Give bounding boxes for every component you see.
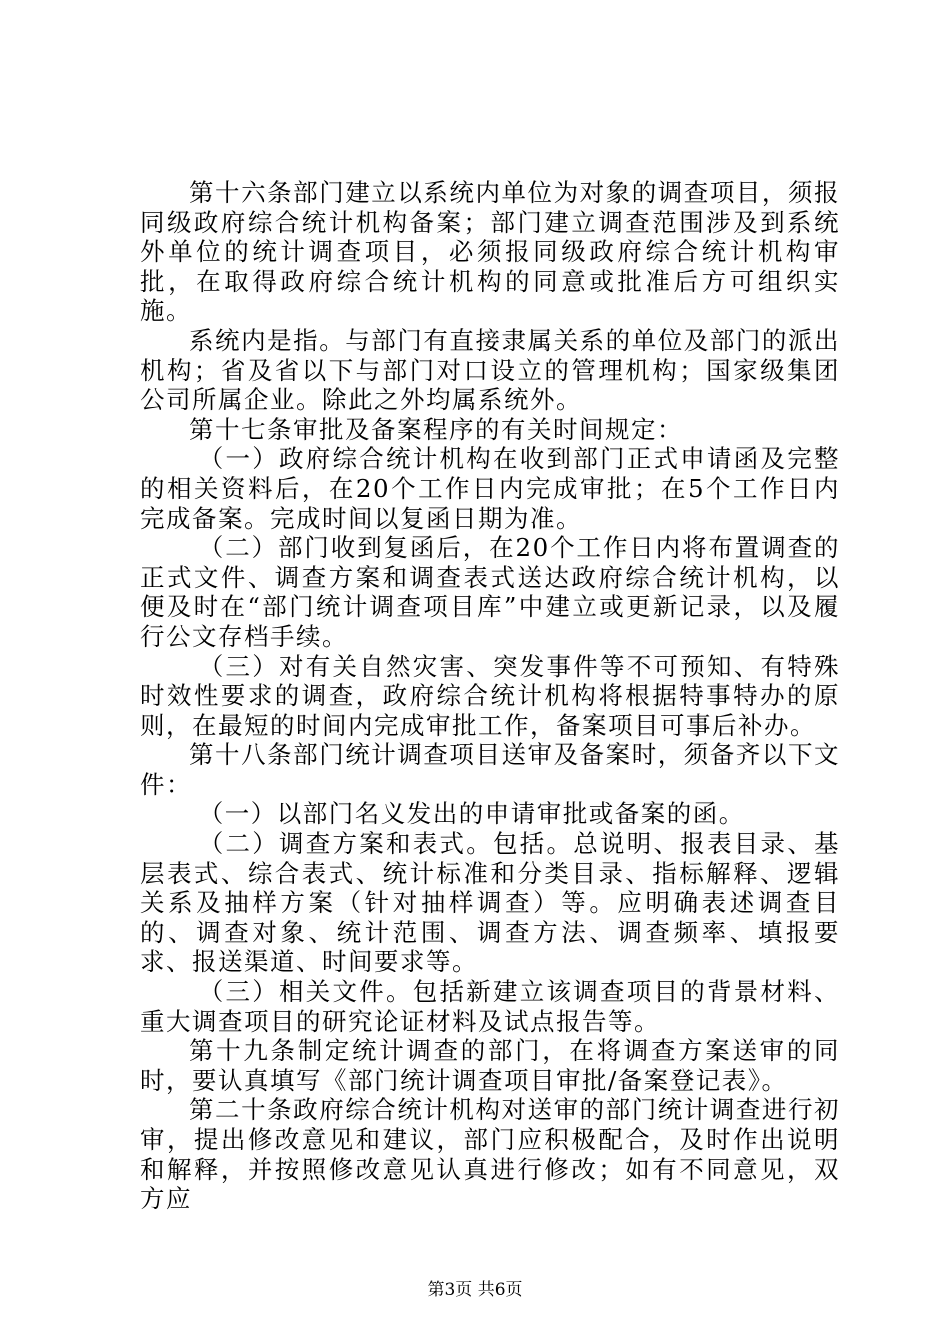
paragraph-article-17-item-1: （一）政府综合统计机构在收到部门正式申请函及完整的相关资料后，在20个工作日内完成审批；在5个工作日内完成备案。完成时间以复函日期为准。 bbox=[140, 444, 840, 533]
paragraph-article-17-item-3: （三）对有关自然灾害、突发事件等不可预知、有特殊时效性要求的调查，政府综合统计机构将根据特事特办的原则，在最短的时间内完成审批工作，备案项目可事后补办。 bbox=[140, 651, 840, 740]
document-body bbox=[140, 178, 840, 1214]
paragraph-article-20: 第二十条政府综合统计机构对送审的部门统计调查进行初审，提出修改意见和建议，部门应积极配合，及时作出说明和解释，并按照修改意见认真进行修改；如有不同意见，双方应 bbox=[140, 1095, 840, 1214]
paragraph-article-18-item-2: （二）调查方案和表式。包括。总说明、报表目录、基层表式、综合表式、统计标准和分类目录、指标解释、逻辑关系及抽样方案（针对抽样调查）等。应明确表述调查目的、调查对象、统计范围、调查方法、调查频率、填报要求、报送渠道、时间要求等。 bbox=[140, 829, 840, 977]
paragraph-article-19: 第十九条制定统计调查的部门，在将调查方案送审的同时，要认真填写《部门统计调查项目审批/备案登记表》。 bbox=[140, 1036, 840, 1095]
paragraph-article-17: 第十七条审批及备案程序的有关时间规定： bbox=[189, 414, 683, 444]
paragraph-system-definition: 系统内是指。与部门有直接隶属关系的单位及部门的派出机构；省及省以下与部门对口设立的管理机构；国家级集团公司所属企业。除此之外均属系统外。 bbox=[140, 325, 840, 415]
page-footer: 第3页 共6页 bbox=[427, 1280, 523, 1300]
paragraph-article-18-item-1: （一）以部门名义发出的申请审批或备案的函。 bbox=[198, 799, 745, 829]
paragraph-article-17-item-2: （二）部门收到复函后，在20个工作日内将布置调查的正式文件、调查方案和调查表式送达政府综合统计机构，以便及时在“部门统计调查项目库”中建立或更新记录，以及履行公文存档手续。 bbox=[140, 533, 840, 651]
paragraph-article-16: 第十六条部门建立以系统内单位为对象的调查项目，须报同级政府综合统计机构备案；部门建立调查范围涉及到系统外单位的统计调查项目，必须报同级政府综合统计机构审批，在取得政府综合统计机构的同意或批准后方可组织实施。 bbox=[140, 178, 840, 326]
paragraph-article-18-item-3: （三）相关文件。包括新建立该调查项目的背景材料、重大调查项目的研究论证材料及试点报告等。 bbox=[140, 977, 840, 1036]
paragraph-article-18: 第十八条部门统计调查项目送审及备案时，须备齐以下文件： bbox=[140, 740, 840, 799]
